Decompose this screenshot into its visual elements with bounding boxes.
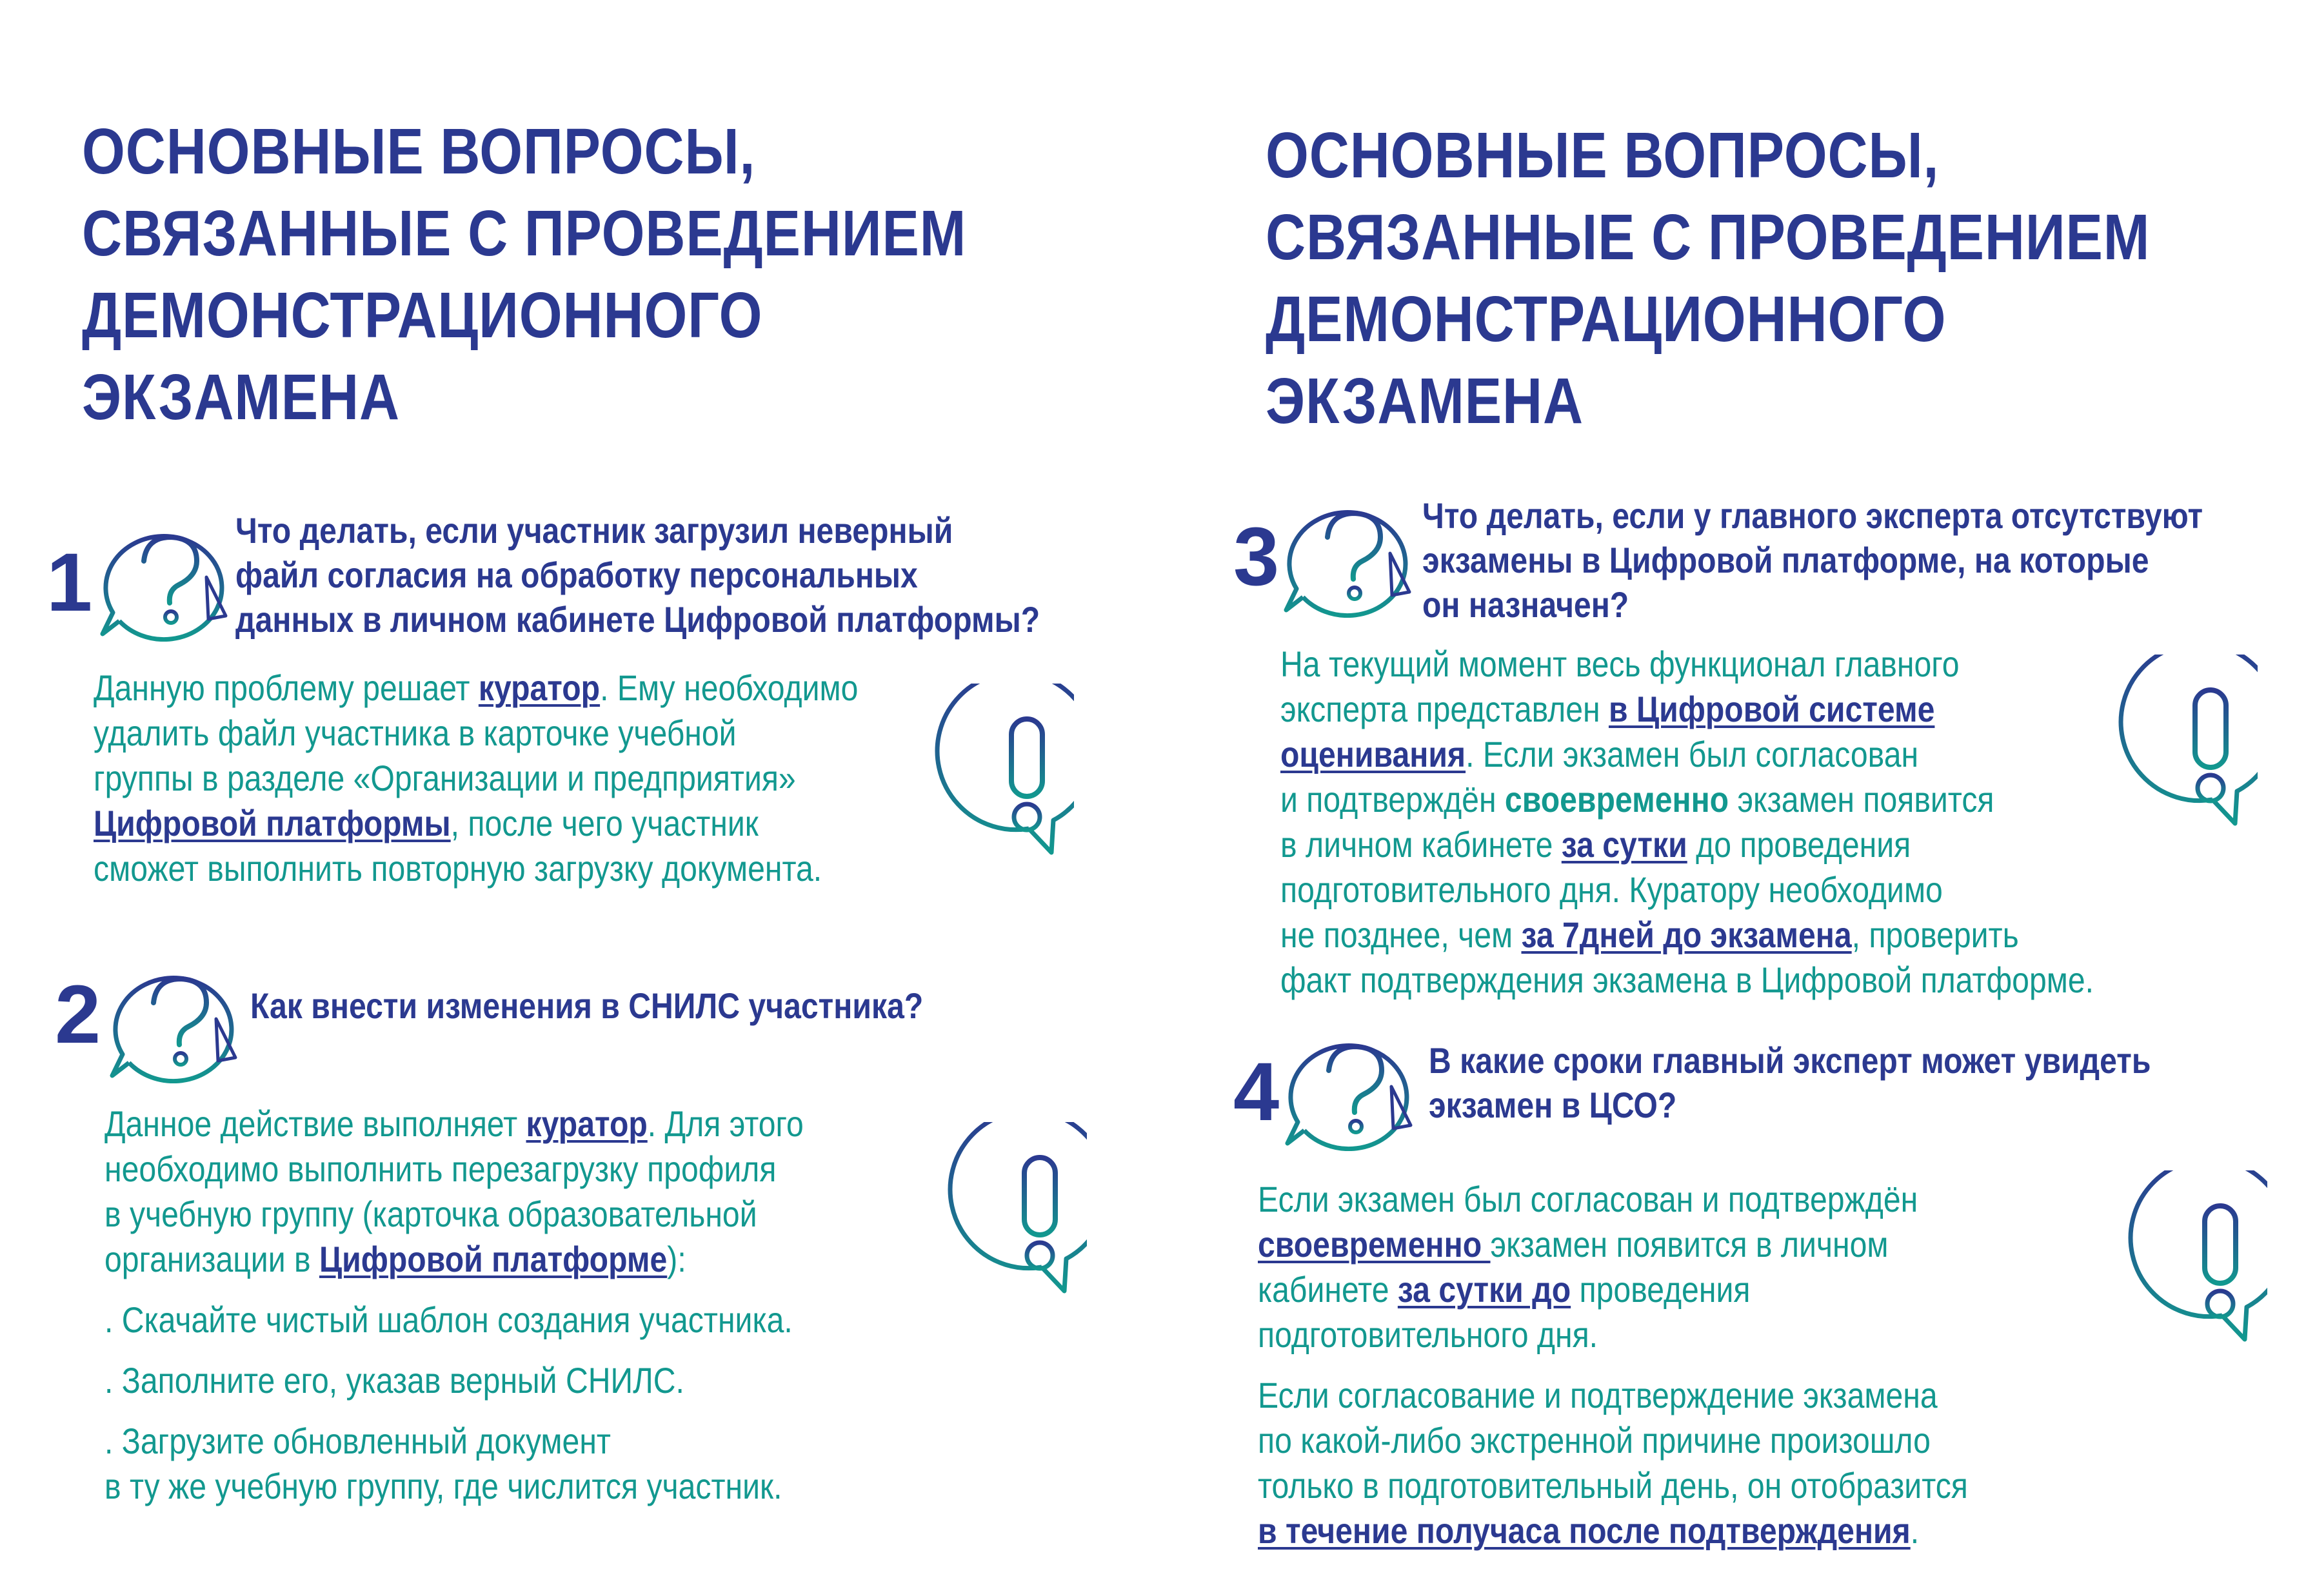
question-number-3: 3 — [1233, 511, 1280, 603]
question-bubble-icon — [103, 948, 252, 1083]
answer-text: На текущий момент весь функционал главного — [1280, 644, 1960, 684]
answer-text: в учебную группу (карточка образовательной — [104, 1194, 757, 1234]
answer-4 — [1258, 1177, 1968, 1553]
title-line: СВЯЗАННЫЕ С ПРОВЕДЕНИЕМ — [1266, 201, 2151, 273]
digital-assessment-system-link[interactable]: оценивания — [1280, 734, 1466, 774]
question-line: файл согласия на обработку персональных — [235, 555, 918, 595]
title-line: ДЕМОНСТРАЦИОННОГО — [1266, 283, 1947, 355]
answer-text: экзамен появится в личном — [1490, 1224, 1889, 1265]
exclamation-bubble-icon — [2087, 1170, 2267, 1351]
answer-text: до проведения — [1687, 824, 1911, 865]
page-title-right — [1266, 115, 2150, 442]
step-item: . Загрузите обновленный документ — [104, 1421, 611, 1461]
step-item: . Скачайте чистый шаблон создания участника. — [104, 1299, 793, 1340]
answer-text: . Если экзамен был согласован — [1466, 734, 1919, 774]
answer-text: кабинете — [1258, 1269, 1398, 1310]
answer-text: необходимо выполнить перезагрузку профиля — [104, 1148, 777, 1189]
answer-text: Данное действие выполняет — [104, 1103, 526, 1144]
exclamation-bubble-icon — [906, 1122, 1087, 1303]
answer-text: . Для этого — [647, 1103, 804, 1144]
title-line: СВЯЗАННЫЕ С ПРОВЕДЕНИЕМ — [82, 197, 967, 270]
step-item: . Заполните его, указав верный СНИЛС. — [104, 1360, 684, 1401]
half-hour-link[interactable]: в течение получаса после подтверждения — [1258, 1510, 1911, 1551]
question-number-4: 4 — [1233, 1046, 1280, 1138]
answer-text: Если согласование и подтверждение экзамена — [1258, 1375, 1938, 1415]
question-2 — [250, 983, 923, 1028]
digital-platform-link[interactable]: Цифровой платформе — [319, 1239, 668, 1279]
digital-assessment-system-link[interactable]: в Цифровой системе — [1608, 689, 1935, 729]
answer-text: . Ему необходимо — [600, 667, 859, 708]
question-line: Как внести изменения в СНИЛС участника? — [250, 985, 924, 1026]
question-line: данных в личном кабинете Цифровой платформы? — [235, 599, 1040, 640]
answer-text: подготовительного дня. Куратору необходимо — [1280, 869, 1943, 910]
question-line: экзамены в Цифровой платформе, на которые — [1422, 540, 2149, 580]
title-line: ОСНОВНЫЕ ВОПРОСЫ, — [82, 115, 756, 188]
answer-text: в личном кабинете — [1280, 824, 1562, 865]
question-4 — [1429, 1038, 2151, 1127]
answer-text: экзамен появится — [1729, 779, 1994, 820]
emphasis-text: своевременно — [1504, 779, 1729, 820]
seven-days-link[interactable]: за 7дней до экзамена — [1521, 914, 1852, 955]
question-line: он назначен? — [1422, 584, 1629, 625]
question-line: Что делать, если у главного эксперта отсутствуют — [1422, 495, 2203, 536]
question-bubble-icon — [1278, 1016, 1427, 1151]
question-bubble-icon — [94, 506, 242, 642]
question-1 — [235, 508, 1040, 642]
answer-text: подготовительного дня. — [1258, 1314, 1598, 1355]
question-line: Что делать, если участник загрузил неверный — [235, 510, 953, 551]
answer-text: организации в — [104, 1239, 319, 1279]
title-line: ЭКЗАМЕНА — [1266, 365, 1584, 437]
answer-2 — [104, 1101, 804, 1509]
one-day-link[interactable]: за сутки до — [1397, 1269, 1571, 1310]
answer-text: Если экзамен был согласован и подтверждён — [1258, 1179, 1918, 1219]
answer-text: сможет выполнить повторную загрузку документа. — [94, 848, 822, 889]
one-day-link[interactable]: за сутки — [1561, 824, 1687, 865]
question-bubble-icon — [1277, 482, 1426, 618]
answer-text: и подтверждён — [1280, 779, 1505, 820]
answer-text: проведения — [1571, 1269, 1751, 1310]
answer-text: не позднее, чем — [1280, 914, 1522, 955]
answer-text: удалить файл участника в карточке учебной — [94, 713, 737, 753]
exclamation-bubble-icon — [893, 684, 1074, 864]
question-number-1: 1 — [46, 537, 93, 629]
answer-text: эксперта представлен — [1280, 689, 1609, 729]
question-3 — [1422, 493, 2203, 627]
title-line: ОСНОВНЫЕ ВОПРОСЫ, — [1266, 119, 1940, 192]
curator-link[interactable]: куратор — [478, 667, 601, 708]
on-time-link[interactable]: своевременно — [1258, 1224, 1491, 1265]
answer-text: только в подготовительный день, он отобразится — [1258, 1465, 1968, 1506]
answer-text: , после чего участник — [450, 803, 759, 843]
answer-text: ): — [667, 1239, 686, 1279]
answer-text: , проверить — [1851, 914, 2019, 955]
page-title-left — [82, 111, 966, 438]
answer-text: по какой-либо экстренной причине произошло — [1258, 1420, 1931, 1461]
curator-link[interactable]: куратор — [526, 1103, 648, 1144]
answer-text: группы в разделе «Организации и предприятия» — [94, 758, 796, 798]
question-number-2: 2 — [55, 969, 101, 1061]
answer-1 — [94, 665, 858, 891]
answer-3 — [1280, 642, 2094, 1003]
answer-text: факт подтверждения экзамена в Цифровой платформе. — [1280, 960, 2094, 1000]
answer-text: . — [1910, 1510, 1920, 1551]
step-item: в ту же учебную группу, где числится участник. — [104, 1466, 782, 1506]
answer-text: Данную проблему решает — [94, 667, 479, 708]
digital-platform-link[interactable]: Цифровой платформы — [94, 803, 451, 843]
question-line: В какие сроки главный эксперт может увидеть — [1429, 1040, 2151, 1081]
title-line: ЭКЗАМЕНА — [82, 361, 400, 433]
question-line: экзамен в ЦСО? — [1429, 1085, 1677, 1125]
title-line: ДЕМОНСТРАЦИОННОГО — [82, 279, 763, 351]
exclamation-bubble-icon — [2077, 655, 2258, 835]
